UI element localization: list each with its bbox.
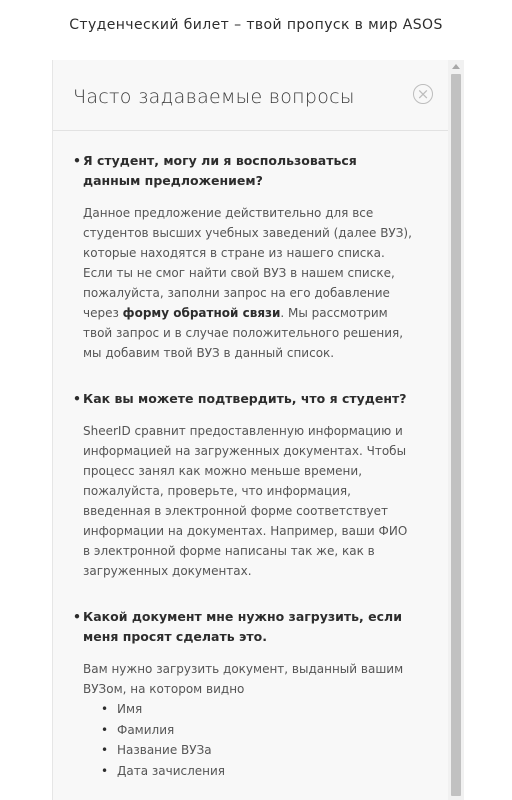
list-item: • Имя — [117, 699, 429, 720]
faq-question-text: Какой документ мне нужно загрузить, если меня просят сделать это. — [83, 609, 402, 644]
list-item: • Фамилия — [117, 720, 429, 741]
faq-question-text: Я студент, могу ли я воспользоваться данным предложением? — [83, 153, 357, 188]
document-requirements-list — [73, 699, 429, 781]
faq-question[interactable] — [73, 389, 429, 409]
feedback-form-link[interactable]: форму обратной связи — [122, 306, 281, 320]
faq-item — [73, 389, 429, 581]
faq-answer-text-end: . Мы рассмотрим твой запрос и в случае положительного решения, мы добавим твой ВУЗ в данный список. — [83, 306, 404, 360]
faq-question[interactable] — [73, 151, 429, 191]
faq-list — [53, 131, 449, 781]
faq-item — [73, 151, 429, 363]
scroll-thumb[interactable] — [451, 74, 461, 796]
bullet-icon: • — [73, 153, 81, 168]
faq-answer: Вам нужно загрузить документ, выданный вашим ВУЗом, на котором видно — [83, 662, 404, 696]
faq-answer — [73, 203, 429, 363]
page-heading: Студенческий билет – твой пропуск в мир ASOS — [69, 17, 443, 33]
faq-question[interactable] — [73, 607, 429, 647]
bullet-icon: • — [73, 609, 81, 624]
faq-modal — [52, 60, 449, 800]
scrollbar[interactable] — [448, 60, 464, 800]
scroll-up-icon[interactable] — [452, 64, 460, 69]
list-item: • Название ВУЗа — [117, 740, 429, 761]
list-item: • Дата зачисления — [117, 761, 429, 782]
bullet-icon: • — [73, 391, 81, 406]
modal-title: Часто задаваемые вопросы — [73, 86, 355, 108]
faq-item — [73, 607, 429, 781]
faq-answer: SheerID сравнит предоставленную информацию и информацией на загруженных документах. Чтобы процесс занял как можно меньше времени, пожалуйста, проверьте, что информация, введенная в электронной форме соответствует информации на документах. Например, ваши ФИО в электронной форме написаны так же, как в загруженных документах. — [83, 424, 408, 578]
faq-answer-text: Данное предложение действительно для все студентов высших учебных заведений (далее ВУЗ), которые находятся в стране из нашего списка. Если ты не смог найти свой ВУЗ в нашем списке, пожалуйста, заполни запрос на его добавление через — [83, 206, 412, 320]
close-icon[interactable]: × — [413, 84, 433, 104]
faq-question-text: Как вы можете подтвердить, что я студент? — [83, 391, 407, 406]
modal-header — [53, 60, 449, 131]
